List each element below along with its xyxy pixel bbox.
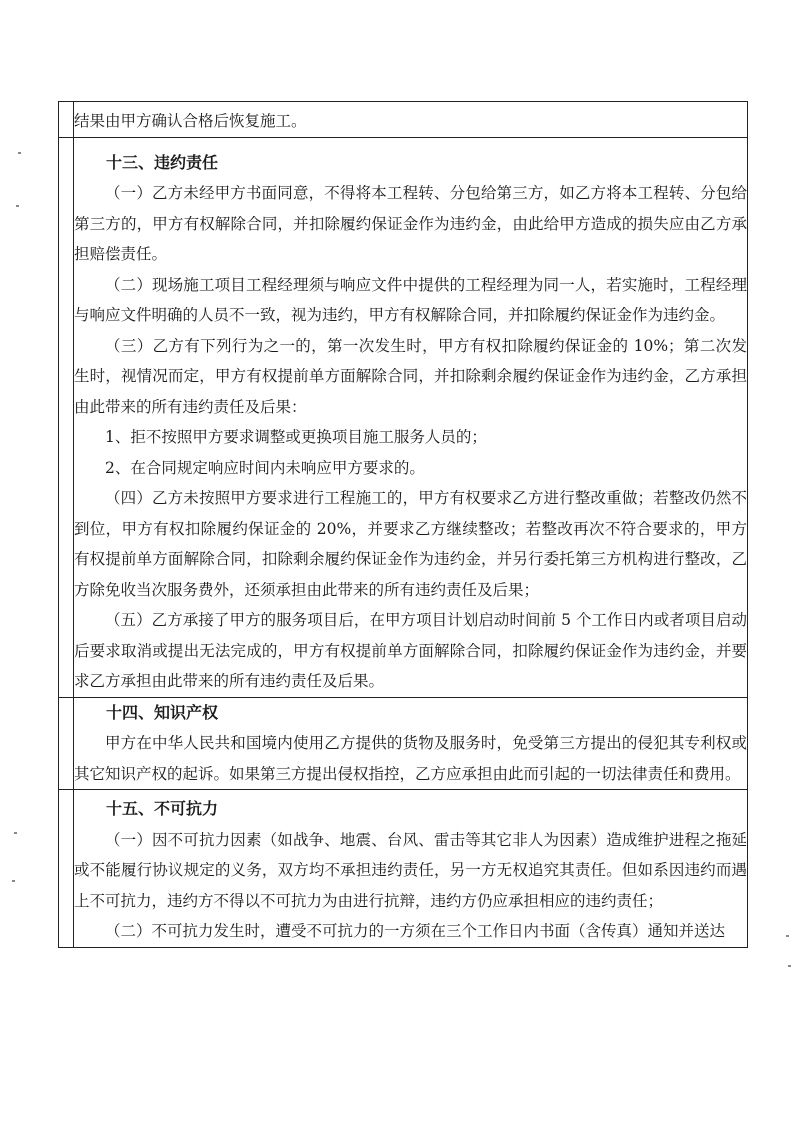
paragraph: （一）因不可抗力因素（如战争、地震、台风、雷击等其它非人为因素）造成维护进程之拖延或不能履行协议规定的义务，双方均不承担违约责任，另一方无权追究其责任。但如系因违约而遇上不可抗力，违约方不得以不可抗力为由进行抗辩，违约方仍应承担相应的违约责任； (74, 830, 747, 910)
scan-speck (14, 832, 17, 834)
scan-speck (16, 205, 19, 207)
section-14-cell (74, 697, 748, 790)
section-row-13 (59, 137, 748, 697)
paragraph: （二）不可抗力发生时，遭受不可抗力的一方须在三个工作日内书面（含传真）通知并送达 (105, 922, 726, 940)
paragraph: （三）乙方有下列行为之一的，第一次发生时，甲方有权扣除履约保证金的 10%；第二次发生时，视情况而定，甲方有权提前单方面解除合同，并扣除剩余履约保证金作为违约金，乙方承担由此带来的所有违约责任及后果： (74, 336, 747, 416)
paragraph: （二）现场施工项目工程经理须与响应文件中提供的工程经理为同一人，若实施时，工程经理与响应文件明确的人员不一致，视为违约，甲方有权解除合同，并扣除履约保证金作为违约金。 (74, 275, 747, 324)
scan-speck (786, 935, 789, 937)
section-15-heading: 十五、不可抗力 (106, 799, 219, 818)
continued-text: 结果由甲方确认合格后恢复施工。 (74, 112, 307, 130)
top-cell (74, 102, 748, 138)
paragraph: （五）乙方承接了甲方的服务项目后，在甲方项目计划启动时间前 5 个工作日内或者项目启动后要求取消或提出无法完成的，甲方有权提前单方面解除合同，扣除履约保证金作为违约金，并要求乙方承担由此带来的所有违约责任及后果。 (74, 611, 747, 690)
section-15-cell (74, 790, 748, 948)
section-14-heading: 十四、知识产权 (106, 702, 219, 722)
table-row (59, 102, 748, 138)
paragraph: （四）乙方未按照甲方要求进行工程施工的，甲方有权要求乙方进行整改重做；若整改仍然不到位，甲方有权扣除履约保证金的 20%，并要求乙方继续整改；若整改再次不符合要求的，甲方有权提前单方面解除合同，扣除剩余履约保证金作为违约金，并另行委托第三方机构进行整改，乙方除免收当次服务费外，还须承担由此带来的所有违约责任及后果； (74, 489, 747, 599)
section-row-15 (59, 790, 748, 948)
section-13-cell (74, 137, 748, 697)
side-column-cell (59, 137, 74, 697)
scan-speck (12, 880, 15, 882)
side-column-cell (59, 697, 74, 790)
section-row-14 (59, 697, 748, 790)
scan-speck (788, 965, 791, 967)
section-13-heading: 十三、违约责任 (106, 152, 219, 172)
list-item: 2、在合同规定响应时间内未响应甲方要求的。 (105, 458, 425, 477)
contract-table (58, 101, 748, 948)
side-column-cell (59, 102, 74, 138)
list-item: 1、拒不按照甲方要求调整或更换项目施工服务人员的； (105, 428, 487, 446)
scan-speck (18, 152, 21, 154)
paragraph: （一）乙方未经甲方书面同意，不得将本工程转、分包给第三方，如乙方将本工程转、分包给第三方的，甲方有权解除合同，并扣除履约保证金作为违约金，由此给甲方造成的损失应由乙方承担赔偿责任。 (74, 184, 747, 263)
paragraph: 甲方在中华人民共和国境内使用乙方提供的货物及服务时，免受第三方提出的侵犯其专利权或其它知识产权的起诉。如果第三方提出侵权指控，乙方应承担由此而引起的一切法律责任和费用。 (74, 734, 747, 783)
side-column-cell (59, 790, 74, 948)
